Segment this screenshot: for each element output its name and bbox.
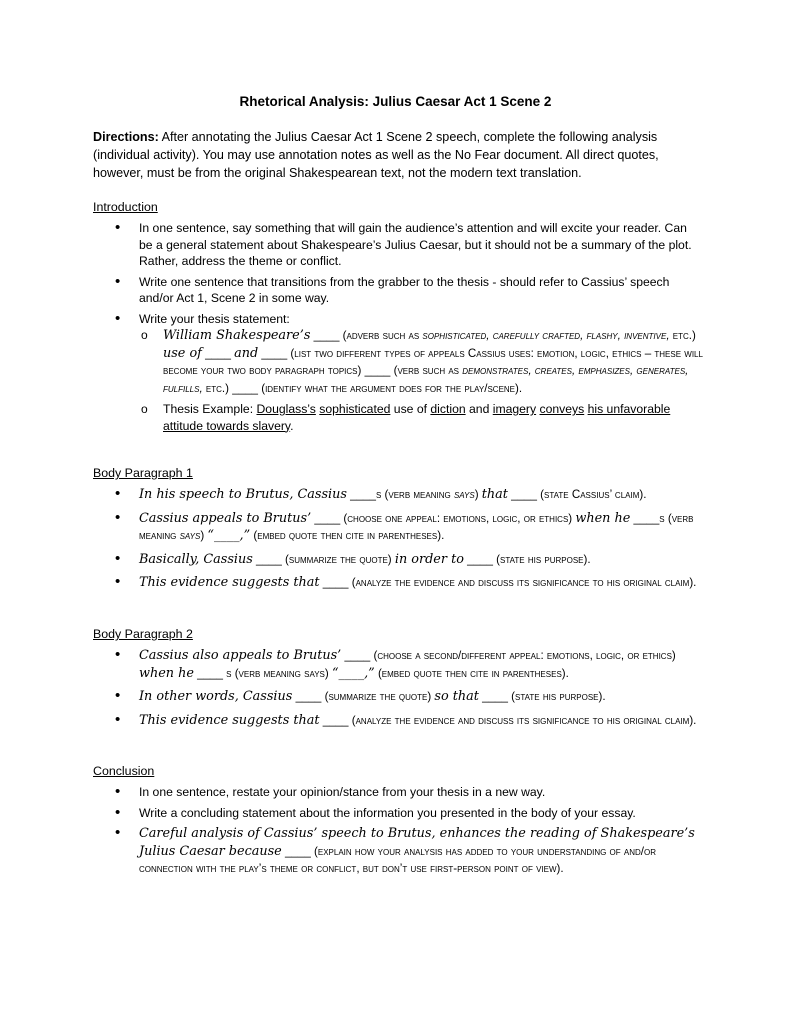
introduction-section xyxy=(93,199,703,434)
body1-bullet-appeal: • Cassius appeals to Brutus’ ____ (choose one appeal: emotions, logic, or ethics) when he ____s (verb meaning says) “____,” (embed quote then cite in parentheses). xyxy=(93,510,703,545)
body-paragraph-1-section xyxy=(93,465,703,592)
conclusion-bullet-final: • Careful analysis of Cassius’ speech to Brutus, enhances the reading of Shakespeare’s Julius Caesar because ____ (explain how your analysis has added to your understanding of and/or connection with the play’s theme or conflict, but don’t use first-person point of view). xyxy=(93,825,703,878)
directions-text: After annotating the Julius Caesar Act 1 Scene 2 speech, complete the following analysis (individual activity). You may use annotation notes as well as the No Fear document. All direct quotes, however, must be from the original Shakespearean text, not the modern text translation. xyxy=(93,130,659,180)
body1-bullet-summary: • Basically, Cassius ____ (summarize the quote) in order to ____ (state his purpose). xyxy=(93,551,703,569)
conclusion-bullet-restate: • In one sentence, restate your opinion/stance from your thesis in a new way. xyxy=(93,784,703,801)
introduction-heading: Introduction xyxy=(93,200,158,214)
body2-bullet-summary: • In other words, Cassius ____ (summarize the quote) so that ____ (state his purpose). xyxy=(93,688,703,706)
intro-bullet-transition: • Write one sentence that transitions from the grabber to the thesis - should refer to Cassius’ speech and/or Act 1, Scene 2 in some way. xyxy=(93,274,703,307)
body-paragraph-2-section xyxy=(93,626,703,729)
conclusion-heading: Conclusion xyxy=(93,764,155,778)
body-paragraph-1-heading: Body Paragraph 1 xyxy=(93,466,193,480)
intro-bullet-thesis xyxy=(93,311,703,435)
body1-bullet-claim: • In his speech to Brutus, Cassius ____s (verb meaning says) that ____ (state Cassius’ claim). xyxy=(93,486,703,504)
thesis-example: o Thesis Example: Douglass’s sophisticated use of diction and imagery conveys his unfavorable attitude towards slavery. xyxy=(139,401,703,434)
directions-label: Directions: xyxy=(93,130,159,144)
conclusion-section xyxy=(93,763,703,878)
directions-paragraph xyxy=(93,128,693,182)
page-title: Rhetorical Analysis: Julius Caesar Act 1 Scene 2 xyxy=(239,94,552,109)
intro-bullet-grabber: • In one sentence, say something that will gain the audience’s attention and will excite your reader. Can be a general statement about Shakespeare’s Julius Caesar, but it should not be a summary of the plot. Rather, address the theme or conflict. xyxy=(93,220,703,270)
body1-bullet-analysis: • This evidence suggests that ____ (analyze the evidence and discuss its significance to his original claim). xyxy=(93,574,703,592)
thesis-template: o William Shakespeare’s ____ (adverb such as sophisticated, carefully crafted, flashy, inventive, etc.) use of ____ and ____ (list two different types of appeals Cassius uses: emotion, logic, ethics – these will become your two body paragraph topics) ____ (verb such as demonstrates, creates, emphasizes, generates, fulfills, etc.) ____ (identify what the argument does for the play/scene). xyxy=(139,327,703,397)
conclusion-bullet-summary: • Write a concluding statement about the information you presented in the body of your essay. xyxy=(93,805,703,822)
body-paragraph-2-heading: Body Paragraph 2 xyxy=(93,627,193,641)
body2-bullet-analysis: • This evidence suggests that ____ (analyze the evidence and discuss its significance to his original claim). xyxy=(93,712,703,730)
thesis-prompt: Write your thesis statement: xyxy=(139,311,290,326)
body2-bullet-appeal: • Cassius also appeals to Brutus’ ____ (choose a second/different appeal: emotions, logic, or ethics) when he ____ s (verb meaning says) “____,” (embed quote then cite in parentheses). xyxy=(93,647,703,682)
